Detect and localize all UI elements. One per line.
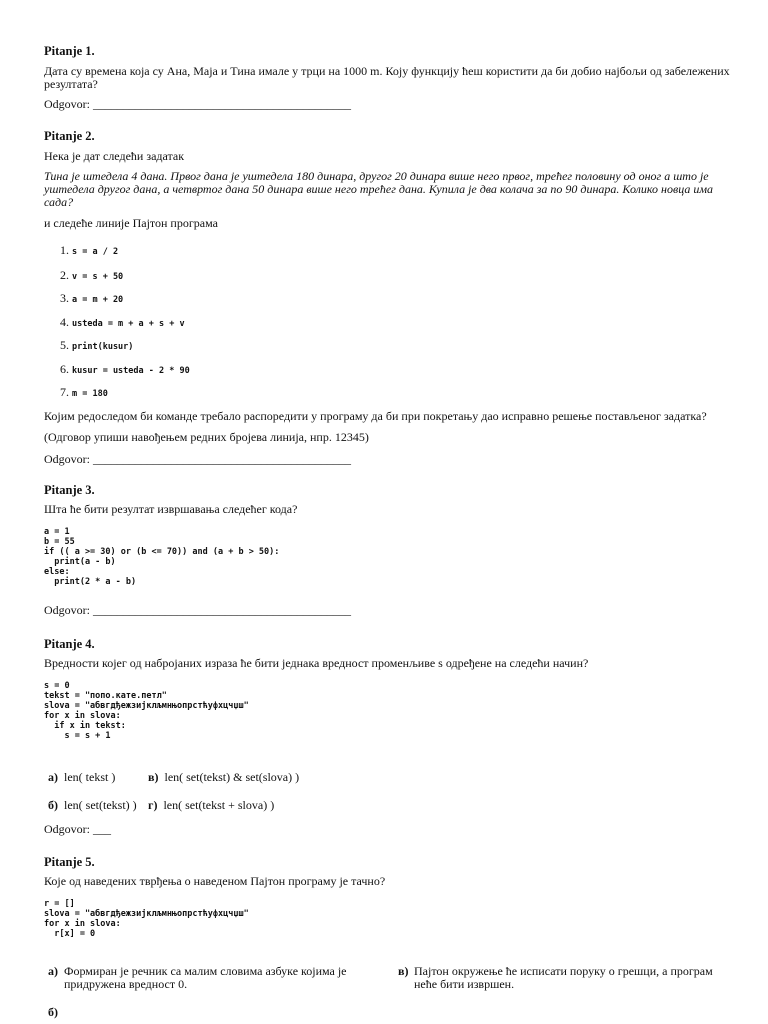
line-number: 2. (60, 268, 69, 282)
question-3-code: a = 1 b = 55 if (( a >= 30) or (b <= 70)) and (a + b > 50): print(a - b) else: print(2 * a - b) (44, 527, 280, 587)
option-a-label: а) (48, 770, 58, 784)
question-2-answer-line: Odgovor: ___________________________________________ (44, 452, 351, 466)
question-5-text: Које од наведених тврђења о наведеном Пајтон програму је тачно? (44, 874, 386, 888)
q5-option-v-label: в) (398, 964, 409, 978)
option-b-label: б) (48, 798, 58, 812)
question-4-title: Pitanje 4. (44, 637, 95, 651)
line-code: print(kusur) (72, 342, 134, 352)
question-4-text: Вредности којег од набројаних израза ће бити једнака вредност променљиве s одређене на следећи начин? (44, 656, 589, 670)
line-number: 1. (60, 243, 69, 257)
question-3-text: Шта ће бити резултат извршавања следећег кода? (44, 502, 298, 516)
question-2-question: Којим редоследом би команде требало распоредити у програму да би при покретању дао исправно решење постављеног задатка? (44, 409, 707, 423)
line-code: s = a / 2 (72, 247, 119, 257)
q5-option-a-text: Формиран је речник са малим словима азбуке којима је придружена вредност 0. (64, 964, 347, 991)
question-1-title: Pitanje 1. (44, 44, 95, 58)
option-v-label: в) (148, 770, 159, 784)
line-number: 7. (60, 385, 69, 399)
line-code: a = m + 20 (72, 295, 124, 305)
question-3-title: Pitanje 3. (44, 483, 95, 497)
option-v (148, 770, 299, 785)
question-2-note: (Одговор упиши навођењем редних бројева линија, нпр. 12345) (44, 430, 369, 444)
question-2-title: Pitanje 2. (44, 129, 95, 143)
line-code: kusur = usteda - 2 * 90 (72, 366, 190, 376)
question-2-task: Тина је штедела 4 дана. Првог дана је уштедела 180 динара, другог 20 динара више него првог, трећег половину од оног а што је уштедела другог дана, а четвртог дана 50 динара више него трећег дана. Купила је два колача за по 90 динара. Колико новца има сада? (44, 169, 713, 209)
line-number: 5. (60, 338, 69, 352)
option-v-text: len( set(tekst) & set(slova) ) (164, 770, 300, 784)
code-line-2 (60, 268, 123, 283)
question-3-answer-line: Odgovor: ___________________________________________ (44, 603, 351, 617)
code-line-7 (60, 385, 108, 400)
line-code: v = s + 50 (72, 272, 124, 282)
code-line-3 (60, 291, 123, 306)
option-a (48, 770, 115, 785)
option-g-label: г) (148, 798, 158, 812)
question-2-lines-intro: и следеће линије Пајтон програма (44, 216, 218, 230)
q5-option-v-text: Пајтон окружење ће исписати поруку о грешци, а програм неће бити извршен. (414, 964, 713, 991)
question-5-code: r = [] slova = "абвгдђежзијклљмнњопрстћуфхцчџш" for x in slova: r[x] = 0 (44, 899, 249, 939)
question-2-intro: Нека је дат следећи задатак (44, 149, 185, 163)
question-4-answer-line: Odgovor: ___ (44, 822, 111, 836)
q5-option-b-label: б) (48, 1005, 58, 1019)
question-4-code: s = 0 tekst = "попо.кате.петл" slova = "абвгдђежзијклљмнњопрстћуфхцчџш" for x in slova: if x in tekst: s = s + 1 (44, 681, 249, 741)
question-5-title: Pitanje 5. (44, 855, 95, 869)
line-number: 4. (60, 315, 69, 329)
option-g-text: len( set(tekst + slova) ) (163, 798, 275, 812)
option-a-text: len( tekst ) (64, 770, 116, 784)
line-number: 3. (60, 291, 69, 305)
code-line-6 (60, 362, 190, 377)
option-b-text: len( set(tekst) ) (64, 798, 137, 812)
line-number: 6. (60, 362, 69, 376)
line-code: usteda = m + a + s + v (72, 319, 185, 329)
option-b (48, 798, 137, 813)
code-line-1 (60, 243, 118, 258)
q5-option-a-label: а) (48, 964, 58, 978)
question-1-answer-line: Odgovor: ___________________________________________ (44, 97, 351, 111)
option-g (148, 798, 274, 813)
code-line-4 (60, 315, 185, 330)
question-1-text: Дата су времена која су Ана, Маја и Тина имале у трци на 1000 m. Коју функцију ћеш користити да би добио најбољи од забележених резултата? (44, 64, 730, 91)
line-code: m = 180 (72, 389, 108, 399)
code-line-5 (60, 338, 133, 353)
